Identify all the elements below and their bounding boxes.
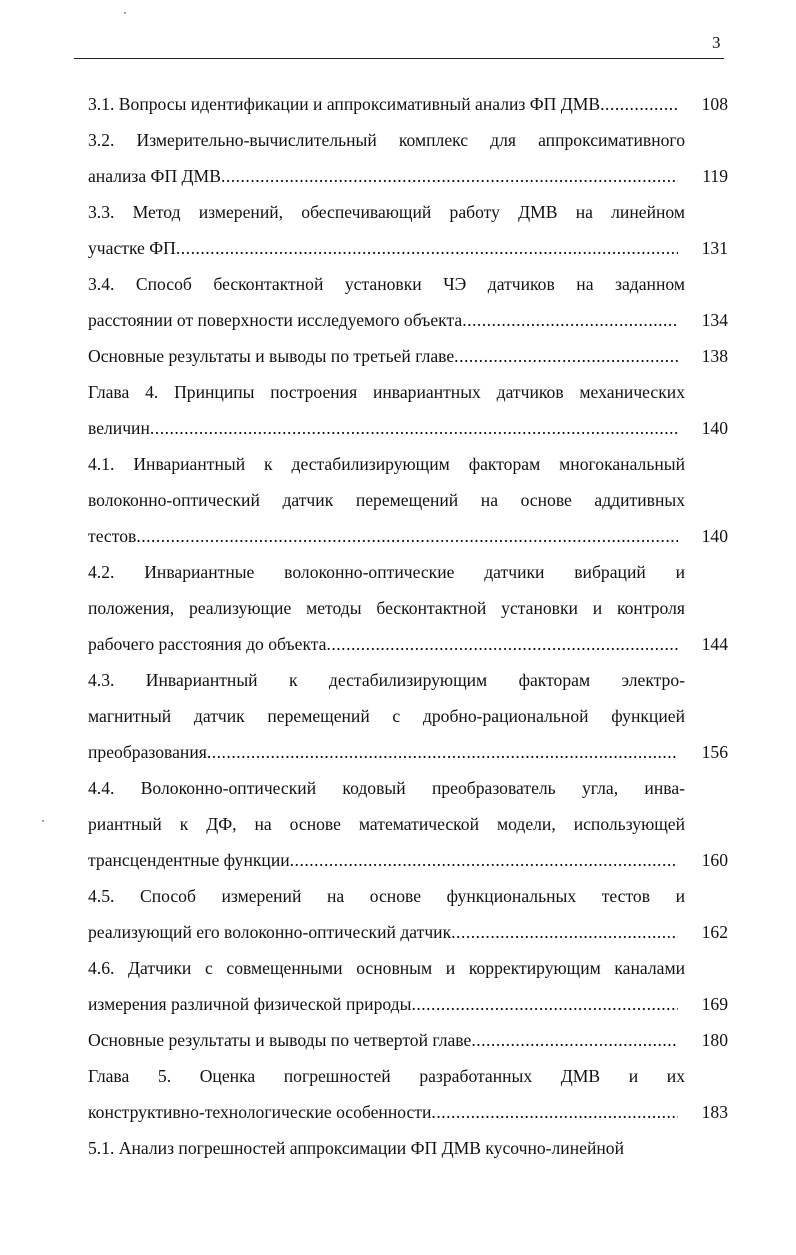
toc-line-text: 3.2. Измерительно-вычислительный комплекс для аппроксимативного	[88, 130, 685, 150]
toc-page-number: 144	[701, 634, 728, 654]
toc-page-number: 183	[701, 1102, 728, 1122]
toc-line	[88, 806, 685, 842]
toc-line-last	[88, 230, 728, 266]
toc-line	[88, 446, 685, 482]
scan-speck	[124, 12, 126, 14]
toc-entry-5-1	[88, 1130, 728, 1166]
toc-entry-3-3	[88, 194, 728, 266]
toc-line-text: 4.2. Инвариантные волоконно-оптические датчики вибраций и	[88, 562, 685, 582]
toc-line-last	[88, 410, 728, 446]
toc-page-number: 134	[701, 310, 728, 330]
toc-line-last	[88, 158, 728, 194]
toc-entry-ch5	[88, 1058, 728, 1130]
toc-line	[88, 374, 685, 410]
toc-line-last	[88, 1022, 728, 1058]
dot-leader	[411, 986, 678, 1022]
toc-line-text: расстоянии от поверхности исследуемого объекта	[88, 310, 463, 330]
toc-line-text: трансцендентные функции	[88, 850, 290, 870]
toc-entry-ch4-results	[88, 1022, 728, 1058]
toc-page-number: 162	[701, 922, 728, 942]
toc-line	[88, 554, 685, 590]
toc-page-number: 180	[701, 1030, 728, 1050]
toc-line	[88, 662, 685, 698]
toc-line-text: 4.6. Датчики с совмещенными основным и корректирующим каналами	[88, 958, 685, 978]
toc-line	[88, 950, 685, 986]
toc-line-text: 3.3. Метод измерений, обеспечивающий работу ДМВ на линейном	[88, 202, 685, 222]
toc-line-text: 4.5. Способ измерений на основе функциональных тестов и	[88, 886, 685, 906]
toc-line-last	[88, 518, 728, 554]
toc-entry-4-4	[88, 770, 728, 878]
toc-line-last	[88, 842, 728, 878]
dot-leader	[150, 410, 678, 446]
toc-line-text: Глава 5. Оценка погрешностей разработанных ДМВ и их	[88, 1066, 685, 1086]
toc-line-last	[88, 1094, 728, 1130]
toc-line-text: 4.3. Инвариантный к дестабилизирующим факторам электро-	[88, 670, 685, 690]
scan-speck	[42, 820, 44, 822]
toc-entry-ch4	[88, 374, 728, 446]
page-number: 3	[712, 33, 721, 52]
toc-line	[88, 590, 685, 626]
toc-page-number: 169	[701, 994, 728, 1014]
toc-line-last	[88, 986, 728, 1022]
dot-leader	[136, 518, 678, 554]
toc-line-text: величин	[88, 418, 150, 438]
toc-line-text: 3.4. Способ бесконтактной установки ЧЭ датчиков на заданном	[88, 274, 685, 294]
toc-line-text: волоконно-оптический датчик перемещений на основе аддитивных	[88, 490, 685, 510]
toc-entry-4-6	[88, 950, 728, 1022]
dot-leader	[462, 302, 678, 338]
dot-leader	[326, 626, 678, 662]
toc-line-text: 4.4. Волоконно-оптический кодовый преобразователь угла, инва-	[88, 778, 685, 798]
toc-line-last	[88, 914, 728, 950]
toc-line-text: Основные результаты и выводы по третьей главе	[88, 346, 455, 366]
toc-line-text: реализующий его волоконно-оптический датчик	[88, 922, 452, 942]
toc-page-number: 131	[701, 238, 728, 258]
toc-line	[88, 770, 685, 806]
toc-line-text: Основные результаты и выводы по четвертой главе	[88, 1030, 472, 1050]
toc-line-text: 4.1. Инвариантный к дестабилизирующим факторам многоканальный	[88, 454, 685, 474]
toc-entry-4-5	[88, 878, 728, 950]
toc-entry-4-3	[88, 662, 728, 770]
toc-line-last	[88, 338, 728, 374]
toc-line-text: тестов	[88, 526, 137, 546]
dot-leader	[431, 1094, 678, 1130]
toc-page-number: 140	[701, 418, 728, 438]
dot-leader	[176, 230, 678, 266]
toc-page-number: 160	[701, 850, 728, 870]
toc-line	[88, 1130, 728, 1166]
toc-line-text: 3.1. Вопросы идентификации и аппроксимативный анализ ФП ДМВ	[88, 94, 601, 114]
toc-entry-4-1	[88, 446, 728, 554]
toc-line	[88, 482, 685, 518]
toc-entry-3-4	[88, 266, 728, 338]
dot-leader	[600, 86, 678, 122]
toc-page-number: 119	[702, 166, 728, 186]
toc-line-text: 5.1. Анализ погрешностей аппроксимации ФП ДМВ кусочно-линейной	[88, 1138, 624, 1158]
toc-line-text: анализа ФП ДМВ	[88, 166, 221, 186]
toc-line-text: положения, реализующие методы бесконтактной установки и контроля	[88, 598, 685, 618]
toc-line-text: конструктивно-технологические особенности	[88, 1102, 432, 1122]
toc-line-text: участке ФП	[88, 238, 176, 258]
toc-page-number: 156	[701, 742, 728, 762]
toc-entry-3-2	[88, 122, 728, 194]
header-rule	[74, 58, 724, 59]
toc-line	[88, 122, 685, 158]
toc-page-number: 140	[701, 526, 728, 546]
toc-line-last	[88, 734, 728, 770]
toc-page-number: 138	[701, 346, 728, 366]
toc-line-last	[88, 302, 728, 338]
toc-line	[88, 1058, 685, 1094]
toc-line	[88, 878, 685, 914]
toc-entry-4-2	[88, 554, 728, 662]
dot-leader	[221, 158, 678, 194]
dot-leader	[290, 842, 678, 878]
toc-line	[88, 698, 685, 734]
dot-leader	[207, 734, 678, 770]
toc-page-number: 108	[701, 94, 728, 114]
dot-leader	[451, 914, 678, 950]
table-of-contents	[88, 86, 728, 1166]
toc-line-text: преобразования	[88, 742, 207, 762]
toc-line-last	[88, 86, 728, 122]
toc-line-text: риантный к ДФ, на основе математической модели, использующей	[88, 814, 685, 834]
toc-line-text: рабочего расстояния до объекта	[88, 634, 327, 654]
toc-line-last	[88, 626, 728, 662]
toc-line	[88, 194, 685, 230]
toc-entry-ch3-results	[88, 338, 728, 374]
dot-leader	[454, 338, 678, 374]
toc-entry-3-1	[88, 86, 728, 122]
toc-line	[88, 266, 685, 302]
toc-line-text: Глава 4. Принципы построения инвариантных датчиков механических	[88, 382, 685, 402]
toc-line-text: измерения различной физической природы	[88, 994, 412, 1014]
toc-line-text: магнитный датчик перемещений с дробно-рациональной функцией	[88, 706, 685, 726]
dot-leader	[471, 1022, 678, 1058]
